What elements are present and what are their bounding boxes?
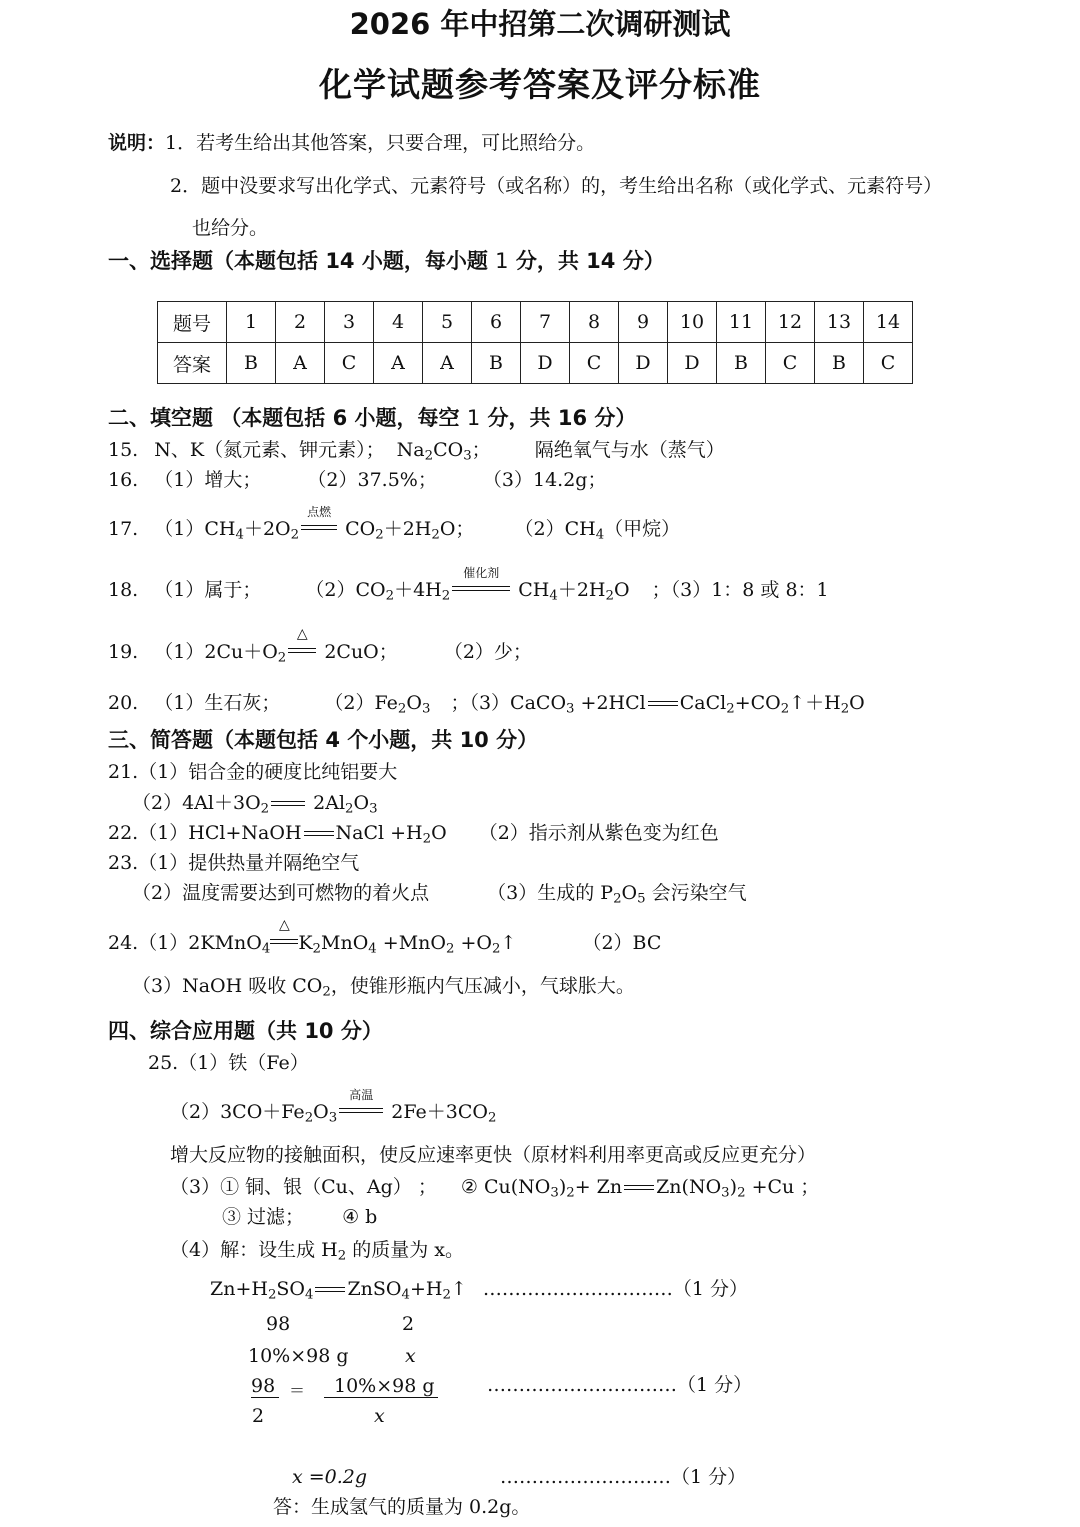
section-4-heading: [108, 1021, 383, 1042]
subscript: 2: [431, 527, 440, 543]
reaction-arrow: [301, 505, 337, 534]
table-cell: 11: [717, 302, 766, 343]
reaction-condition: △: [278, 917, 290, 933]
formula-text: ；: [471, 439, 491, 461]
answer-23: [108, 854, 359, 873]
subscript: 2: [267, 1287, 277, 1303]
fraction-bar-left: [251, 1397, 279, 1398]
formula-text: O: [406, 692, 422, 714]
note-2: 2．题中没要求写出化学式、元素符号（或名称）的，考生给出名称（或化学式、元素符号）: [170, 175, 943, 197]
subscript: 2: [375, 527, 384, 543]
question-number: 22.: [108, 822, 139, 844]
section-3-prefix: 三、简答题（本题包括: [108, 728, 326, 752]
question-number: 24.: [108, 932, 139, 954]
formula-text: +Cu ；: [745, 1176, 820, 1198]
answer-25-part-3-b: [460, 1176, 820, 1201]
table-cell: C: [325, 343, 374, 384]
table-cell: 8: [570, 302, 619, 343]
question-number: 15.: [108, 439, 139, 461]
answer-15-part-b: [396, 439, 491, 464]
question-number: 17.: [108, 518, 139, 540]
reaction-condition: 催化剂: [463, 566, 500, 580]
subscript: 2: [424, 448, 434, 464]
answer-25-part-3-a: （3）① 铜、银（Cu、Ag） ；: [170, 1176, 437, 1198]
answer-21-part-a: （1）铝合金的硬度比纯铝要大: [138, 761, 398, 783]
section-1-num-b: 1: [495, 249, 509, 273]
section-4-num-a: 10: [304, 1019, 334, 1043]
section-1-prefix: 一、选择题（本题包括: [108, 249, 326, 273]
answer-17: [108, 505, 681, 543]
subscript: 2: [337, 1248, 347, 1264]
section-4-prefix: 四、综合应用题（共: [108, 1019, 305, 1043]
section-2-prefix: 二、填空题 （本题包括: [108, 406, 333, 430]
answer-22-part-a: [138, 822, 447, 847]
answer-22-part-b: （2）指示剂从紫色变为红色: [478, 822, 719, 844]
formula-text: ＋2H: [383, 518, 432, 540]
formula-text: （2）CH: [514, 518, 596, 540]
subscript: 2: [442, 1287, 451, 1303]
formula-text: ↑: [450, 1278, 467, 1300]
answer-25-part-3-c: ③ 过滤；: [222, 1206, 305, 1228]
calc-mass-given: 10%×98 g: [248, 1345, 349, 1367]
formula-text: +O: [454, 932, 492, 954]
answer-16: [108, 471, 606, 490]
answer-16-part-b: （2）37.5%；: [307, 469, 437, 491]
formula-text: CH: [518, 579, 550, 601]
subscript: 4: [549, 588, 558, 604]
table-cell: D: [521, 343, 570, 384]
formula-text: ；（3）CaCO: [450, 692, 567, 714]
table-cell: A: [374, 343, 423, 384]
fraction-bar-right: [324, 1397, 438, 1398]
answer-22: [108, 822, 719, 847]
answer-23-parts-b-c: [132, 882, 747, 907]
table-cell: C: [864, 343, 913, 384]
multiple-choice-answer-table: [157, 301, 913, 384]
table-cell: C: [570, 343, 619, 384]
subscript: 3: [421, 701, 431, 717]
answer-20-part-a: （1）生石灰；: [154, 692, 281, 714]
answer-20-part-b: [324, 692, 431, 717]
section-3-heading: [108, 730, 538, 751]
formula-text: Na: [396, 439, 425, 461]
subscript: 2: [397, 701, 407, 717]
section-1-mid2: 分，共: [508, 249, 587, 273]
subscript: 4: [595, 527, 605, 543]
equals-sign: [648, 698, 678, 708]
question-number: 23.: [108, 852, 139, 874]
answer-21: [108, 763, 397, 782]
equals-sign: [315, 1284, 345, 1294]
answer-18-part-c: ；（3）1：8 或 8：1: [651, 579, 829, 601]
answer-25-part-4: [170, 1239, 464, 1264]
formula-text: （3）生成的 P: [487, 882, 614, 904]
answer-25-part-a: （1）铁（Fe）: [178, 1052, 309, 1074]
table-cell: B: [717, 343, 766, 384]
table-cell: 7: [521, 302, 570, 343]
formula-text: CaCl: [679, 692, 727, 714]
subscript: 5: [637, 891, 646, 907]
answer-21-part-b: [132, 792, 378, 817]
formula-text: O: [621, 882, 638, 904]
answer-19-equation: [154, 626, 398, 666]
answer-24: [108, 917, 662, 957]
formula-text: ↑＋H: [789, 692, 841, 714]
formula-text: （1）HCl+NaOH: [138, 822, 302, 844]
table-header-number: 题号: [158, 302, 227, 343]
formula-text: （2）3CO＋Fe: [170, 1101, 305, 1123]
table-cell: A: [276, 343, 325, 384]
subscript: 2: [780, 701, 790, 717]
answer-20-part-c: [450, 692, 865, 717]
score-points: …………………………（1 分）: [487, 1374, 753, 1396]
table-cell: 6: [472, 302, 521, 343]
table-cell: 14: [864, 302, 913, 343]
table-cell: D: [668, 343, 717, 384]
table-cell: 13: [815, 302, 864, 343]
notes-line-1: [108, 134, 595, 153]
note-1: 1．若考生给出其他答案，只要合理，可比照给分。: [165, 132, 596, 154]
section-2-num-b: 1: [466, 406, 481, 430]
question-number: 25.: [148, 1052, 179, 1074]
equals-sign: [304, 828, 334, 838]
table-cell: 3: [325, 302, 374, 343]
table-cell: 9: [619, 302, 668, 343]
formula-text: ＋2O: [243, 518, 291, 540]
table-cell: C: [766, 343, 815, 384]
formula-text: NaCl +H: [335, 822, 423, 844]
reaction-arrow: [339, 1088, 383, 1117]
subscript: 2: [613, 891, 622, 907]
fraction-numerator-right: 10%×98 g: [334, 1375, 435, 1397]
answer-23-part-c: [487, 882, 747, 907]
formula-text: 2Al: [313, 792, 346, 814]
fraction-numerator-left: 98: [251, 1375, 276, 1397]
answer-15-part-a: N、K（氮元素、钾元素）；: [154, 439, 385, 461]
section-1-suffix: 分）: [615, 249, 665, 273]
subscript: 2: [566, 1185, 575, 1201]
subscript: 4: [261, 941, 271, 957]
formula-text: （甲烷）: [604, 518, 681, 540]
section-3-mid: 个小题，共: [339, 728, 460, 752]
question-number: 16.: [108, 469, 139, 491]
table-row-answers: [158, 343, 913, 384]
table-cell: 4: [374, 302, 423, 343]
subscript: 3: [721, 1185, 730, 1201]
section-1-heading: [108, 251, 665, 272]
score-points: …………………………（1 分）: [482, 1278, 749, 1300]
formula-text: ↑: [500, 932, 517, 954]
answer-23-part-b: （2）温度需要达到可燃物的着火点: [132, 882, 430, 904]
subscript: 4: [368, 941, 377, 957]
formula-text: ): [729, 1176, 738, 1198]
formula-text: SO: [276, 1278, 305, 1300]
formula-text: MnO: [321, 932, 369, 954]
calc-equation: [210, 1278, 749, 1303]
question-number: 18.: [108, 579, 139, 601]
reaction-condition: 点燃: [307, 505, 332, 519]
answer-18: [108, 566, 829, 604]
formula-text: K: [298, 932, 313, 954]
answer-23-part-a: （1）提供热量并隔绝空气: [138, 852, 360, 874]
formula-text: ＋2H: [557, 579, 606, 601]
formula-text: CO: [433, 439, 464, 461]
answer-24-part-b: （2）BC: [582, 932, 662, 954]
formula-text: 会污染空气: [645, 882, 747, 904]
table-row-numbers: [158, 302, 913, 343]
reaction-condition: 高温: [349, 1088, 374, 1102]
answer-25-part-3-d: ④ b: [342, 1206, 378, 1228]
reaction-arrow: [270, 917, 298, 948]
answer-18-part-a: （1）属于；: [154, 579, 262, 601]
subscript: 3: [566, 701, 575, 717]
subscript: 2: [345, 801, 354, 817]
answer-19: [108, 626, 532, 666]
formula-text: ): [558, 1176, 567, 1198]
formula-text: 的质量为 x。: [346, 1239, 464, 1261]
table-cell: 5: [423, 302, 472, 343]
table-cell: 12: [766, 302, 815, 343]
formula-text: O；: [439, 518, 475, 540]
reaction-arrow: [288, 626, 316, 657]
formula-text: （2）Fe: [324, 692, 398, 714]
final-answer: 答：生成氢气的质量为 0.2g。: [273, 1496, 531, 1518]
result-value: x =0.2g: [292, 1466, 368, 1488]
section-2-num-a: 6: [332, 406, 348, 430]
calc-molar-mass-zn: 98: [266, 1313, 291, 1335]
answer-24-part-c: [132, 975, 635, 1000]
section-2-mid2: 分，共: [480, 406, 558, 430]
section-2-suffix: 分）: [587, 406, 637, 430]
answer-25: [148, 1054, 309, 1073]
section-3-num-a: 4: [325, 728, 340, 752]
calc-molar-mass-h2: 2: [402, 1313, 415, 1335]
subscript: 2: [304, 1110, 314, 1126]
table-cell: 10: [668, 302, 717, 343]
formula-text: （2）4Al＋3O: [132, 792, 261, 814]
formula-text: （1）2Cu＋O: [154, 641, 278, 663]
question-number: 21.: [108, 761, 139, 783]
page-title: 2026 年中招第二次调研测试: [349, 7, 731, 41]
formula-text: O: [431, 822, 447, 844]
table-cell: B: [815, 343, 864, 384]
subscript: 4: [401, 1287, 410, 1303]
formula-text: ，使锥形瓶内气压减小，气球胀大。: [330, 975, 635, 997]
answer-18-equation: [305, 566, 630, 604]
subscript: 4: [305, 1287, 314, 1303]
subscript: 3: [550, 1185, 559, 1201]
question-number: 19.: [108, 641, 139, 663]
subscript: 4: [235, 527, 244, 543]
section-1-mid: 小题，每小题: [354, 249, 496, 273]
section-2-heading: [108, 408, 636, 429]
section-1-num-a: 14: [325, 249, 355, 273]
formula-text: （4）解：设生成 H: [170, 1239, 338, 1261]
subscript: 2: [312, 941, 321, 957]
table-cell: 1: [227, 302, 276, 343]
answer-25-part-3: [170, 1176, 820, 1201]
section-1-num-c: 14: [586, 249, 616, 273]
subscript: 3: [463, 448, 472, 464]
formula-text: +MnO: [376, 932, 446, 954]
formula-text: ② Cu(NO: [460, 1176, 551, 1198]
answer-19-part-b: （2）少；: [443, 641, 532, 663]
subscript: 2: [441, 588, 451, 604]
score-points: ………………………（1 分）: [500, 1466, 747, 1488]
section-2-mid: 小题，每空: [347, 406, 467, 430]
fraction-equals: ＝: [289, 1381, 306, 1400]
answer-16-part-a: （1）增大；: [154, 469, 262, 491]
fraction-denominator-left: 2: [252, 1405, 265, 1427]
subscript: 2: [290, 527, 300, 543]
answer-25-part-3-cd: [222, 1208, 377, 1227]
equals-sign: [271, 798, 305, 808]
formula-text: ＋4H: [394, 579, 442, 601]
table-cell: D: [619, 343, 668, 384]
formula-text: O: [353, 792, 370, 814]
answer-17-part-b: [514, 518, 681, 543]
section-2-num-c: 16: [557, 406, 588, 430]
formula-text: +2HCl: [574, 692, 646, 714]
subscript: 2: [385, 588, 395, 604]
subscript: 2: [737, 1185, 746, 1201]
table-header-answer: 答案: [158, 343, 227, 384]
formula-text: 2Fe＋3CO: [391, 1101, 488, 1123]
answer-16-part-c: （3）14.2g；: [482, 469, 607, 491]
formula-text: O: [849, 692, 865, 714]
formula-text: Zn(NO: [656, 1176, 722, 1198]
notes-label: 说明：: [108, 132, 166, 154]
fraction-denominator-right: x: [374, 1405, 385, 1427]
formula-text: +CO: [734, 692, 781, 714]
subscript: 2: [605, 588, 614, 604]
table-cell: A: [423, 343, 472, 384]
subscript: 2: [322, 984, 331, 1000]
subscript: 2: [277, 650, 287, 666]
formula-text: （3）NaOH 吸收 CO: [132, 975, 323, 997]
subscript: 2: [445, 941, 455, 957]
subscript: 3: [328, 1110, 338, 1126]
formula-text: Zn+H: [210, 1278, 268, 1300]
calc-result: [292, 1468, 367, 1487]
section-4-suffix: 分）: [333, 1019, 383, 1043]
formula-text: （1）CH: [154, 518, 236, 540]
reaction-condition: △: [296, 626, 308, 642]
answer-15: [108, 439, 725, 464]
answer-25-equation: [170, 1088, 497, 1126]
table-cell: B: [227, 343, 276, 384]
subscript: 2: [422, 831, 432, 847]
answer-24-equation: [138, 917, 517, 957]
formula-text: 2CuO；: [324, 641, 398, 663]
subscript: 3: [369, 801, 378, 817]
answer-15-part-c: 隔绝氧气与水（蒸气）: [534, 439, 725, 461]
answer-25-reason: 增大反应物的接触面积，使反应速率更快（原材料利用率更高或反应更充分）: [170, 1144, 817, 1166]
calc-mass-unknown: x: [405, 1345, 416, 1367]
table-cell: B: [472, 343, 521, 384]
note-2-cont: 也给分。: [192, 217, 269, 239]
subscript: 2: [840, 701, 850, 717]
subscript: 2: [487, 1110, 497, 1126]
subscript: 2: [726, 701, 735, 717]
page-subtitle: 化学试题参考答案及评分标准: [319, 65, 761, 104]
answer-17-equation: [154, 505, 475, 543]
reaction-arrow: [452, 566, 510, 595]
question-number: 20.: [108, 692, 139, 714]
table-cell: 2: [276, 302, 325, 343]
equals-sign: [624, 1182, 654, 1192]
section-3-suffix: 分）: [488, 728, 539, 752]
formula-text: +H: [409, 1278, 443, 1300]
answer-20: [108, 692, 865, 717]
formula-text: CO: [345, 518, 376, 540]
formula-text: O: [313, 1101, 329, 1123]
formula-text: ZnSO: [347, 1278, 402, 1300]
formula-text: （1）2KMnO: [138, 932, 262, 954]
formula-text: + Zn: [574, 1176, 623, 1198]
formula-text: O: [613, 579, 630, 601]
subscript: 2: [492, 941, 501, 957]
section-3-num-b: 10: [459, 728, 489, 752]
formula-text: （2）CO: [305, 579, 386, 601]
subscript: 2: [260, 801, 270, 817]
